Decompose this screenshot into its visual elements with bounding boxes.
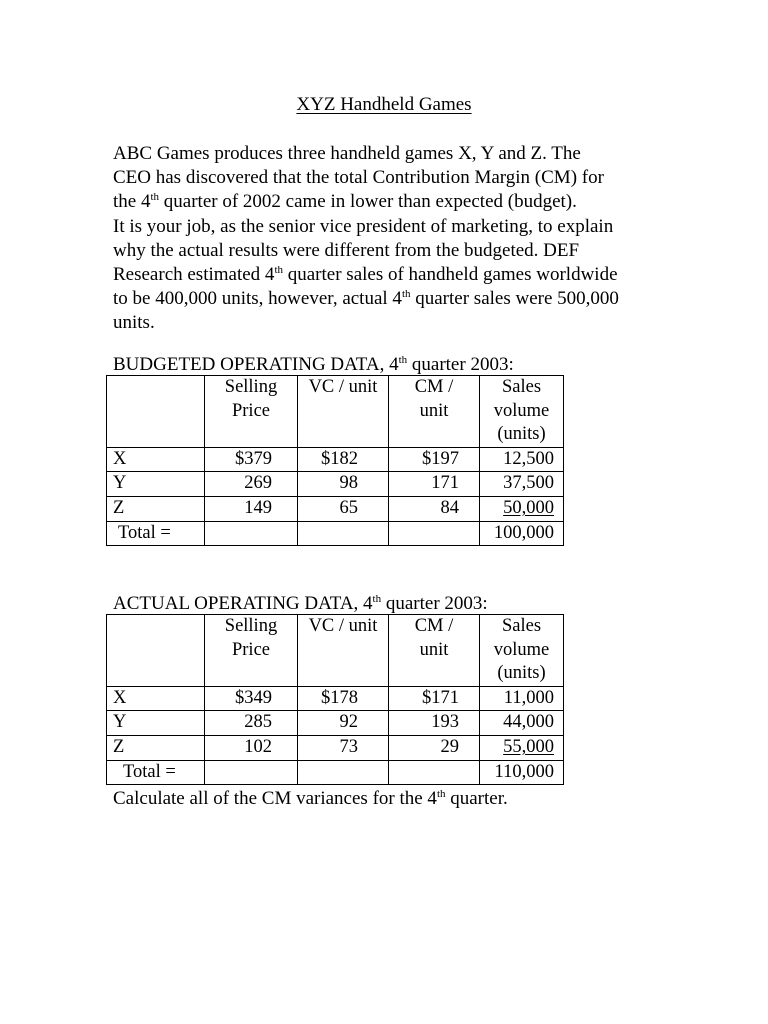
table-header-row [107,615,564,687]
header-text: Selling [224,616,278,636]
header-vc-unit [298,615,389,687]
header-text: volume [493,400,550,421]
header-sales-volume [480,376,564,448]
volume-underlined: 55,000 [503,736,554,757]
ordinal-suffix: th [150,191,160,204]
header-text: Sales [501,377,542,397]
header-text: unit [419,639,449,660]
volume-cell: 44,000 [480,711,564,736]
ordinal-suffix: th [401,288,411,301]
intro-line-3-b: quarter of 2002 came in lower than expected (budget). [159,191,577,213]
header-blank-cell [107,615,205,687]
intro-line-5: why the actual results were different from the budgeted. DEF [113,239,580,261]
empty-cell [298,760,389,785]
header-vc-unit [298,376,389,448]
price-cell: 269 [205,472,298,497]
table-row [107,686,564,711]
header-cm-unit [389,376,480,448]
title-text: XYZ Handheld Games [296,94,472,115]
intro-line-7-a: to be 400,000 units, however, actual 4 [113,288,402,310]
intro-line-7 [113,287,673,311]
empty-cell [389,521,480,546]
intro-line-4: It is your job, as the senior vice president of marketing, to explain [113,215,614,237]
intro-line-3 [113,190,673,214]
table-total-row [107,760,564,785]
header-text: Price [231,639,270,660]
row-label: Z [107,496,205,521]
header-selling-price [205,376,298,448]
budgeted-section-label [113,353,514,377]
row-label: X [107,447,205,472]
price-cell: 102 [205,735,298,760]
volume-cell: 12,500 [480,447,564,472]
ordinal-suffix: th [274,264,283,277]
vc-cell: 92 [298,711,389,736]
total-volume: 100,000 [480,521,564,546]
table-row [107,472,564,497]
header-text: VC / unit [308,377,378,397]
table-row [107,447,564,472]
cm-cell: 171 [389,472,480,497]
actual-section-label [113,592,488,616]
closing-text-a: Calculate all of the CM variances for the 4 [113,788,437,809]
empty-cell [205,760,298,785]
header-text: volume [493,639,550,660]
row-label: Y [107,711,205,736]
cm-cell: 84 [389,496,480,521]
vc-cell: $178 [298,686,389,711]
empty-cell [298,521,389,546]
vc-cell: 98 [298,472,389,497]
header-blank-cell [107,376,205,448]
row-label: Y [107,472,205,497]
empty-cell [205,521,298,546]
price-cell: $379 [205,447,298,472]
intro-line-7-b: quarter sales were 500,000 [410,288,619,310]
intro-line-8: units. [113,312,155,334]
cm-cell: 193 [389,711,480,736]
total-label: Total = [107,760,205,785]
volume-cell [480,496,564,521]
total-label: Total = [107,521,205,546]
ordinal-suffix: th [436,788,446,800]
header-text: Price [231,400,270,421]
actual-data-table [106,614,564,785]
header-selling-price [205,615,298,687]
volume-cell: 11,000 [480,686,564,711]
empty-cell [389,760,480,785]
row-label: X [107,686,205,711]
header-text: CM / [414,377,454,397]
price-cell: 149 [205,496,298,521]
intro-line-6 [113,263,673,287]
header-cm-unit [389,615,480,687]
header-text: (units) [497,424,546,445]
closing-instruction [113,787,508,811]
actual-label-b: quarter 2003: [381,593,488,614]
cm-cell: 29 [389,735,480,760]
budgeted-label-a: BUDGETED OPERATING DATA, 4 [113,354,399,375]
intro-line-1: ABC Games produces three handheld games X, Y and Z. The [113,143,581,164]
cm-cell: $171 [389,686,480,711]
intro-line-6-b: quarter sales of handheld games worldwide [283,264,618,286]
budgeted-label-b: quarter 2003: [407,354,514,375]
table-row [107,711,564,736]
header-text: VC / unit [308,616,378,636]
header-text: CM / [414,616,454,636]
actual-label-a: ACTUAL OPERATING DATA, 4 [113,593,373,614]
ordinal-suffix: th [372,593,382,605]
table-row [107,735,564,760]
table-header-row [107,376,564,448]
volume-underlined: 50,000 [503,497,554,518]
intro-line-6-a: Research estimated 4 [113,264,275,286]
budgeted-data-table [106,375,564,546]
price-cell: 285 [205,711,298,736]
vc-cell: 65 [298,496,389,521]
price-cell: $349 [205,686,298,711]
intro-line-2: CEO has discovered that the total Contribution Margin (CM) for [113,167,604,189]
intro-line-3-a: the 4 [113,191,151,213]
header-text: unit [419,400,449,421]
ordinal-suffix: th [398,354,408,366]
vc-cell: 73 [298,735,389,760]
vc-cell: $182 [298,447,389,472]
cm-cell: $197 [389,447,480,472]
document-title [0,93,768,117]
intro-paragraph [113,142,673,336]
header-sales-volume [480,615,564,687]
row-label: Z [107,735,205,760]
header-text: Sales [501,616,542,636]
volume-cell: 37,500 [480,472,564,497]
table-row [107,496,564,521]
table-total-row [107,521,564,546]
total-volume: 110,000 [480,760,564,785]
closing-text-b: quarter. [445,788,508,809]
header-text: Selling [224,377,278,397]
volume-cell [480,735,564,760]
header-text: (units) [497,663,546,684]
